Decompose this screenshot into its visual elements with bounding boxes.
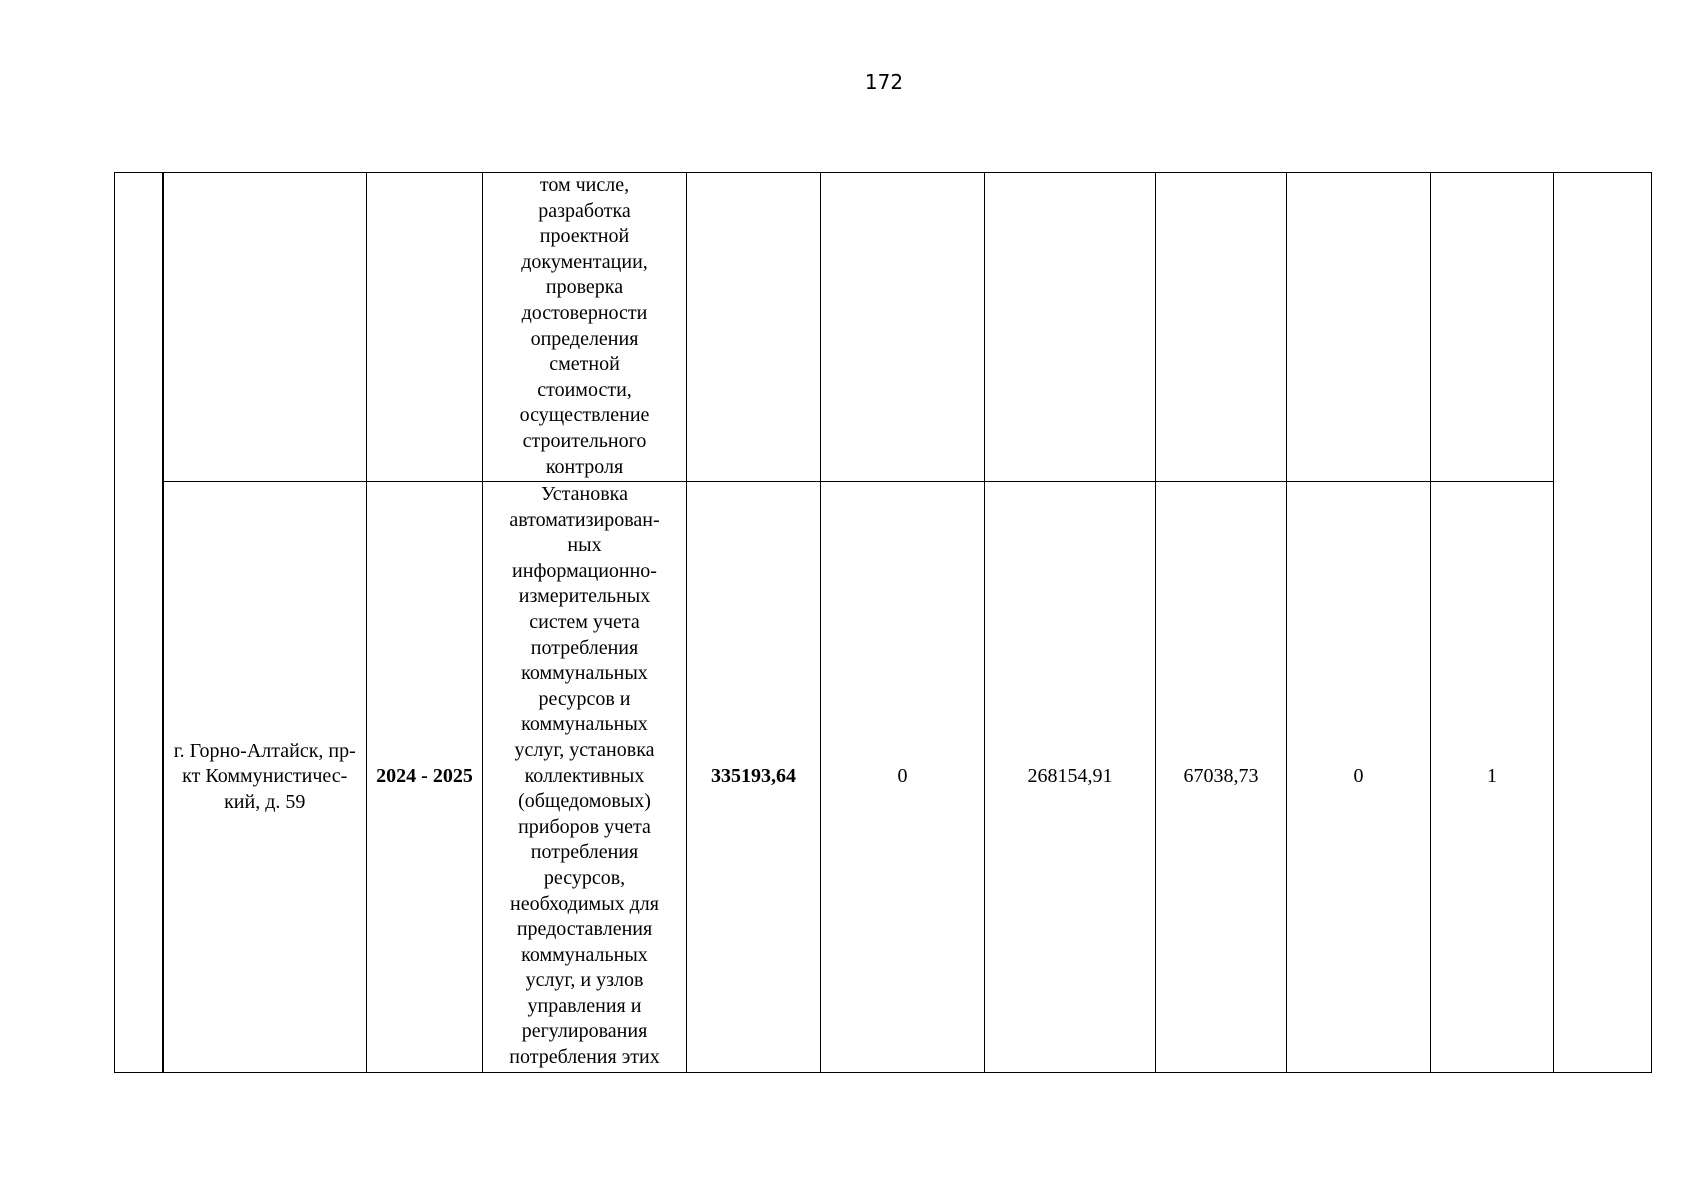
value-cell-8: [1287, 173, 1431, 482]
last-column-cell: [1554, 173, 1652, 1073]
period-cell: [367, 173, 483, 482]
value-cell-7: [1156, 173, 1287, 482]
address-cell: [163, 173, 367, 482]
total-cost-cell: 335193,64: [687, 482, 821, 1073]
value-cell-9: 1: [1431, 482, 1554, 1073]
total-cost-cell: [687, 173, 821, 482]
work-description-cell: Установка автоматизирован- ных информационно- измерительных систем учета потребления коммунальных ресурсов и коммунальных услуг, установка коллективных (общедомовых) приборов учета потребления ресурсов, необходимых для предоставления коммунальных услуг, и узлов управления и регулирования потребления этих: [483, 482, 687, 1073]
table-row: [115, 482, 1652, 1073]
work-description-cell: том числе, разработка проектной документации, проверка достоверности определения сметной стоимости, осуществление строительного контроля: [483, 173, 687, 482]
value-cell-6: 268154,91: [985, 482, 1156, 1073]
value-cell-8: 0: [1287, 482, 1431, 1073]
value-cell-6: [985, 173, 1156, 482]
value-cell-9: [1431, 173, 1554, 482]
value-cell-5: [821, 173, 985, 482]
address-cell: г. Горно-Алтайск, пр-кт Коммунистичес-кий, д. 59: [163, 482, 367, 1073]
row-number-cell: [115, 173, 163, 1073]
page-number: 172: [864, 70, 904, 94]
period-cell: 2024 - 2025: [367, 482, 483, 1073]
value-cell-5: 0: [821, 482, 985, 1073]
table-row: [115, 173, 1652, 482]
value-cell-7: 67038,73: [1156, 482, 1287, 1073]
data-table: [114, 172, 1652, 1073]
